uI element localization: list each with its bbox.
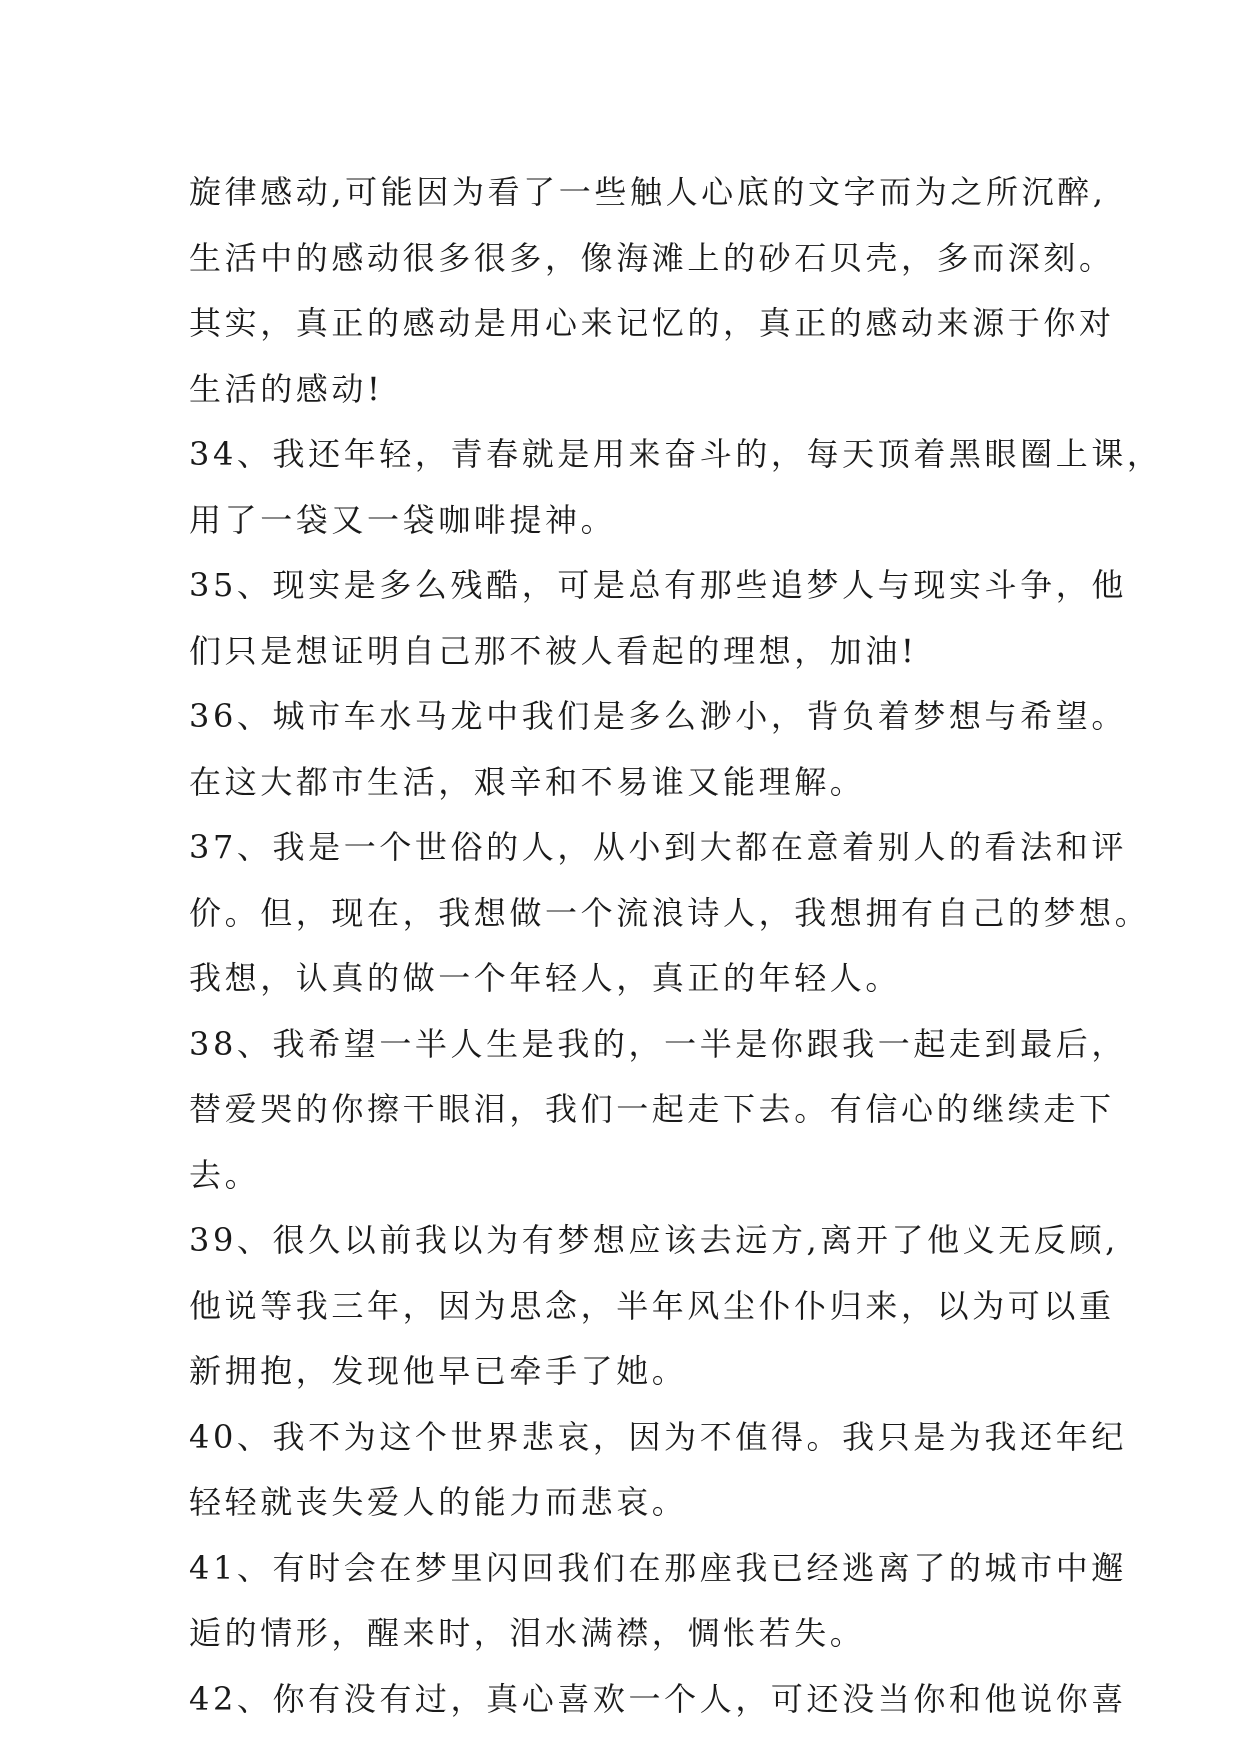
text-line: 在这大都市生活，艰辛和不易谁又能理解。 [189, 762, 866, 801]
text-line: 旋律感动,可能因为看了一些触人心底的文字而为之所沉醉, [189, 173, 1107, 211]
text-line: 新拥抱，发现他早已牵手了她。 [189, 1352, 688, 1390]
text-line: 去。 [189, 1155, 261, 1194]
text-line: 42、你有没有过，真心喜欢一个人，可还没当你和他说你喜 [189, 1679, 1127, 1718]
text-line: 41、有时会在梦里闪回我们在那座我已经逃离了的城市中邂 [189, 1548, 1127, 1587]
text-line: 36、城市车水马龙中我们是多么渺小，背负着梦想与希望。 [189, 697, 1127, 735]
text-line: 他说等我三年，因为思念，半年风尘仆仆归来，以为可以重 [189, 1286, 1115, 1325]
text-line: 生活的感动! [189, 369, 384, 408]
text-line: 其实，真正的感动是用心来记忆的，真正的感动来源于你对 [189, 304, 1115, 342]
text-line: 替爱哭的你擦干眼泪，我们一起走下去。有信心的继续走下 [189, 1090, 1115, 1128]
text-line: 用了一袋又一袋咖啡提神。 [189, 500, 617, 539]
text-line: 35、现实是多么残酷，可是总有那些追梦人与现实斗争，他 [189, 566, 1127, 604]
text-line: 轻轻就丧失爱人的能力而悲哀。 [189, 1483, 688, 1521]
text-line: 价。但，现在，我想做一个流浪诗人，我想拥有自己的梦想。 [189, 893, 1151, 932]
text-line: 40、我不为这个世界悲哀，因为不值得。我只是为我还年纪 [189, 1417, 1127, 1456]
text-line: 34、我还年轻，青春就是用来奋斗的，每天顶着黑眼圈上课， [189, 435, 1163, 473]
text-line: 我想，认真的做一个年轻人，真正的年轻人。 [189, 959, 902, 997]
text-line: 39、很久以前我以为有梦想应该去远方,离开了他义无反顾, [189, 1221, 1119, 1259]
document-body [189, 160, 1163, 1732]
text-line: 逅的情形，醒来时，泪水满襟，惆怅若失。 [189, 1614, 866, 1652]
text-line: 37、我是一个世俗的人，从小到大都在意着别人的看法和评 [189, 828, 1127, 866]
text-line: 们只是想证明自己那不被人看起的理想，加油! [189, 631, 918, 670]
text-line: 38、我希望一半人生是我的，一半是你跟我一起走到最后， [189, 1024, 1127, 1063]
text-line: 生活中的感动很多很多，像海滩上的砂石贝壳，多而深刻。 [189, 238, 1115, 277]
